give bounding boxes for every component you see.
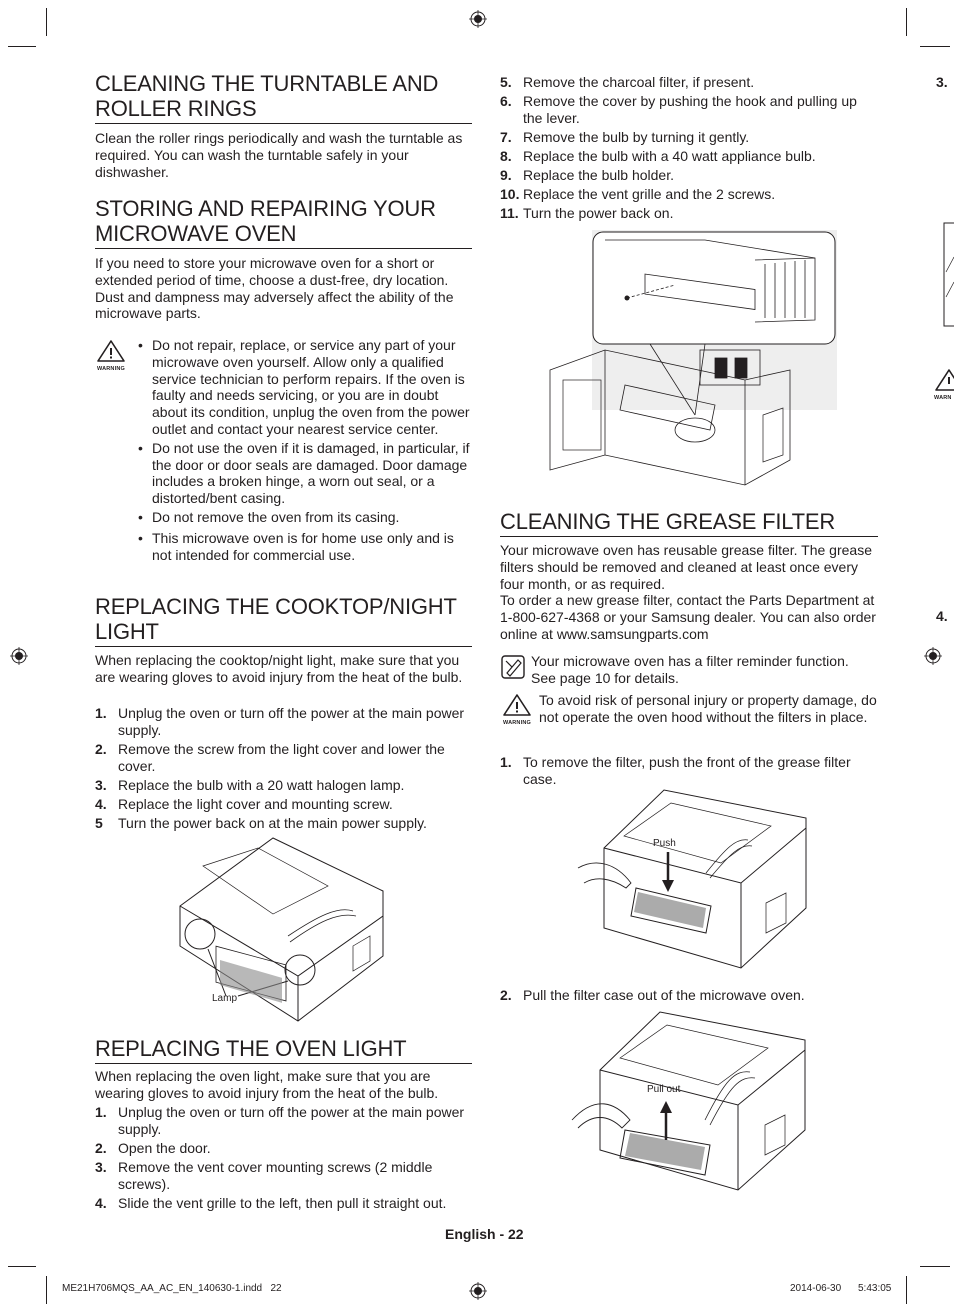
- step-text: Slide the vent grille to the left, then pull it straight out.: [118, 1194, 447, 1211]
- oven-light-body: When replacing the oven light, make sure that you are wearing gloves to avoid injury from the heat of the bulb.: [95, 1068, 439, 1101]
- list-item: [95, 796, 472, 813]
- crop-mark: [906, 8, 907, 36]
- step-number: 3.: [95, 776, 107, 793]
- warning-symbol: [500, 693, 534, 726]
- turntable-body: Clean the roller rings periodically and wash the turntable as required. You can wash the turntable safely in your dishwasher.: [95, 130, 463, 180]
- warning-triangle-icon: [96, 339, 126, 363]
- step-number: 5.: [500, 74, 512, 90]
- step-number: 1.: [95, 1104, 107, 1120]
- step-number: 4.: [95, 1194, 107, 1211]
- crop-mark: [8, 1266, 36, 1267]
- list-item: • Do not remove the oven from its casing.: [138, 508, 400, 525]
- storing-warnings-list: [138, 337, 473, 565]
- warning-triangle-icon: [502, 693, 532, 717]
- crop-mark: [8, 46, 36, 47]
- grease-steps-2: [500, 987, 878, 1006]
- step-number: 8.: [500, 148, 512, 165]
- list-item: [500, 129, 878, 146]
- oven-light-steps-continued: [500, 74, 878, 224]
- list-item: [500, 987, 878, 1004]
- edge-figure-fragment: [940, 222, 954, 328]
- grease-steps-1: [500, 754, 878, 790]
- list-item: [500, 93, 878, 127]
- warning-label: WARNING: [97, 366, 125, 372]
- cooktop-lamp-illustration: [178, 836, 393, 1026]
- section-title-grease: CLEANING THE GREASE FILTER: [500, 509, 878, 537]
- step-text: Replace the vent grille and the 2 screws.: [523, 186, 776, 203]
- step-text: Remove the screw from the light cover and lower the cover.: [118, 740, 445, 774]
- night-light-body: When replacing the cooktop/night light, make sure that you are wearing gloves to avoid injury from the heat of the bulb.: [95, 652, 463, 685]
- crop-mark: [46, 8, 47, 36]
- registration-mark-icon: [469, 10, 487, 28]
- step-text: Remove the bulb by turning it gently.: [523, 128, 750, 145]
- section-title-oven-light: REPLACING THE OVEN LIGHT: [95, 1036, 472, 1064]
- step-number: 4.: [95, 795, 107, 812]
- list-item: [95, 1195, 472, 1212]
- list-item: [95, 1104, 472, 1138]
- grease-warning: To avoid risk of personal injury or property damage, do not operate the oven hood without the filters in place.: [539, 692, 877, 725]
- registration-mark-icon: [469, 1282, 487, 1300]
- pull-out-filter-illustration: [570, 1010, 815, 1192]
- edge-warning-label: WARN: [934, 395, 952, 401]
- grease-body-1: Your microwave oven has reusable grease filter. The grease filters should be removed and cleaned at least once every four month, or as required.: [500, 542, 872, 592]
- step-number: 1.: [95, 705, 107, 721]
- step-number: 6.: [500, 93, 512, 110]
- step-number: 2.: [95, 740, 107, 757]
- list-item: • Do not use the oven if it is damaged, in particular, if the door or door seals are damaged. Door damage includes a broken hinge, a worn out seal, or a distorted/bent casing.: [138, 439, 470, 507]
- edge-step-4: 4.: [936, 608, 948, 624]
- step-text: Turn the power back on at the main power supply.: [118, 814, 427, 831]
- step-number: 3.: [95, 1158, 107, 1175]
- list-item: • This microwave oven is for home use only and is not intended for commercial use.: [138, 529, 454, 563]
- warning-bullet-text: Do not repair, replace, or service any part of your microwave oven yourself. Allow only a qualified service technician to perform repairs. If the oven is faulty and needs servicing, or you are in doubt about its condition, unplug the oven from the power outlet and contact your nearest service center.: [152, 337, 470, 437]
- step-text: Remove the charcoal filter, if present.: [523, 74, 755, 90]
- registration-mark-icon: [10, 647, 28, 665]
- list-item: [500, 74, 878, 91]
- edge-step-3: 3.: [936, 74, 948, 90]
- warning-bullet-text: Do not use the oven if it is damaged, in particular, if the door or door seals are damaged. Door damage includes a broken hinge, a worn out seal, or a distorted/bent casing.: [152, 439, 470, 507]
- storing-body: If you need to store your microwave oven for a short or extended period of time, choose a dust-free, dry location. Dust and dampness may adversely affect the ability of the microwave parts.: [95, 255, 454, 322]
- step-text: Unplug the oven or turn off the power at the main power supply.: [118, 705, 465, 738]
- grease-body-2: To order a new grease filter, contact the Parts Department at 1-800-627-4368 or your Samsung dealer. You can also order online at www.samsungparts.com: [500, 592, 876, 642]
- print-slug-time: 5:43:05: [858, 1283, 892, 1294]
- lamp-caption: Lamp: [212, 993, 238, 1004]
- night-light-steps: [95, 705, 472, 834]
- list-item: [95, 1140, 472, 1157]
- step-number: 9.: [500, 167, 512, 184]
- step-number: 2.: [500, 987, 512, 1003]
- warning-label: WARNING: [503, 720, 531, 726]
- step-text: Replace the bulb holder.: [523, 167, 674, 184]
- page-number: English - 22: [445, 1226, 524, 1242]
- step-number: 7.: [500, 128, 512, 145]
- oven-light-steps: [95, 1104, 472, 1214]
- warning-symbol: [94, 339, 128, 372]
- warning-bullet-text: Do not remove the oven from its casing.: [152, 508, 400, 525]
- warning-bullet-text: This microwave oven is for home use only and is not intended for commercial use.: [152, 529, 454, 563]
- pull-out-caption: Pull out: [647, 1084, 681, 1095]
- step-text: Remove the cover by pushing the hook and pulling up the lever.: [523, 93, 857, 126]
- print-slug-date: 2014-06-30: [790, 1283, 842, 1294]
- list-item: [500, 148, 878, 165]
- list-item: [500, 754, 878, 788]
- step-number: 10.: [500, 186, 520, 203]
- list-item: [95, 741, 472, 775]
- step-text: Pull the filter case out of the microwave oven.: [523, 987, 805, 1003]
- step-number: 1.: [500, 754, 512, 770]
- section-title-storing: STORING AND REPAIRING YOUR MICROWAVE OVEN: [95, 196, 472, 249]
- step-number: 11.: [500, 205, 519, 222]
- list-item: [95, 815, 472, 832]
- step-text: Open the door.: [118, 1139, 211, 1156]
- step-text: Replace the light cover and mounting screw.: [118, 795, 393, 812]
- crop-mark: [906, 1276, 907, 1304]
- step-number: 2.: [95, 1139, 107, 1156]
- push-caption: Push: [653, 838, 676, 849]
- list-item: [95, 705, 472, 739]
- list-item: [500, 167, 878, 184]
- list-item: [500, 186, 878, 203]
- list-item: [500, 205, 878, 222]
- step-text: Replace the bulb with a 20 watt halogen lamp.: [118, 776, 405, 793]
- oven-light-illustration: [545, 230, 837, 490]
- crop-mark: [920, 46, 950, 47]
- list-item: [95, 1159, 472, 1193]
- list-item: [95, 777, 472, 794]
- section-title-turntable: CLEANING THE TURNTABLE AND ROLLER RINGS: [95, 71, 472, 124]
- push-filter-illustration: [576, 788, 818, 970]
- step-text: Unplug the oven or turn off the power at the main power supply.: [118, 1104, 465, 1137]
- step-text: Remove the vent cover mounting screws (2 middle screws).: [118, 1158, 433, 1192]
- crop-mark: [920, 1266, 950, 1267]
- step-number: 5: [95, 814, 103, 831]
- step-text: To remove the filter, push the front of the grease filter case.: [523, 754, 851, 787]
- warning-triangle-icon: [934, 368, 954, 392]
- section-title-night-light: REPLACING THE COOKTOP/NIGHT LIGHT: [95, 594, 472, 647]
- registration-mark-icon: [924, 647, 942, 665]
- list-item: • Do not repair, replace, or service any part of your microwave oven yourself. Allow only a qualified service technician to perform repairs. If the oven is faulty and needs servicing, or you are in doubt about its condition, unplug the oven from the power outlet and contact your nearest service center.: [138, 337, 470, 437]
- grease-note: Your microwave oven has a filter reminder function. See page 10 for details.: [531, 653, 849, 686]
- step-text: Replace the bulb with a 40 watt appliance bulb.: [523, 148, 816, 165]
- edge-warning: [934, 368, 954, 401]
- step-text: Turn the power back on.: [523, 205, 674, 222]
- crop-mark: [46, 1276, 47, 1304]
- note-icon: [501, 655, 525, 679]
- print-slug-file: ME21H706MQS_AA_AC_EN_140630-1.indd 22: [62, 1283, 282, 1294]
